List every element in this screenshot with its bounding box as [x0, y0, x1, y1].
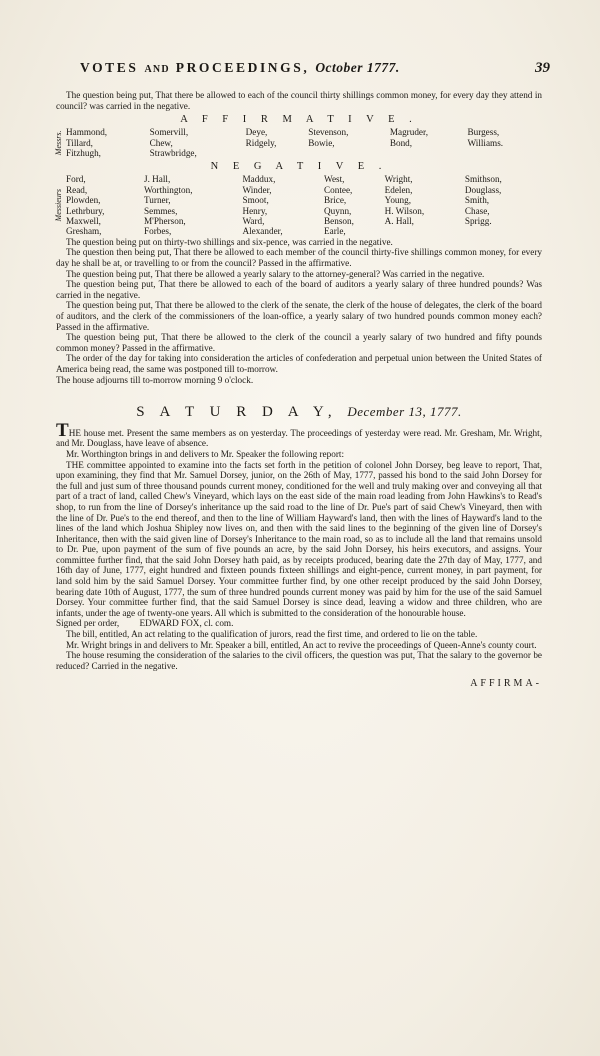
- paragraph: Mr. Worthington brings in and delivers to Mr. Speaker the following report:: [66, 448, 344, 459]
- catchword: AFFIRMA-: [470, 678, 542, 690]
- negative-roll: [56, 174, 542, 236]
- member-name: Bowie,: [308, 137, 335, 148]
- member-name: Turner,: [144, 195, 171, 206]
- roll-row: [66, 148, 540, 158]
- header-votes: VOTES: [80, 60, 139, 75]
- roll-side-label: Messieurs: [54, 189, 63, 222]
- paragraph: The order of the day for taking into consideration the articles of confederation and perpetual union between the United States of America being read, the same was postponed till to-morrow.: [56, 353, 542, 374]
- running-header: [80, 60, 550, 76]
- member-name: Bond,: [389, 137, 413, 148]
- member-name: J. Hall,: [144, 174, 171, 185]
- header-date: October 1777.: [315, 60, 400, 75]
- member-name: Smithson,: [464, 174, 502, 185]
- paragraph: The house resuming the consideration of the salaries to the civil officers, the question was put, That the salary to the governor be reduced? Carried in the negative.: [56, 650, 542, 671]
- member-name: Alexander,: [242, 226, 283, 237]
- member-name: Smith,: [464, 195, 490, 206]
- roll-row: [66, 226, 540, 236]
- roll-row: [66, 174, 540, 184]
- signed-label: Signed per order,: [56, 618, 120, 629]
- member-name: Chew,: [149, 137, 173, 148]
- member-name: Stevenson,: [308, 127, 349, 138]
- member-name: Maddux,: [242, 174, 276, 185]
- member-name: Lethrbury,: [66, 205, 105, 216]
- member-name: Quynn,: [324, 205, 352, 216]
- member-name: Forbes,: [144, 226, 172, 237]
- day-heading: [56, 404, 542, 421]
- member-name: Young,: [384, 195, 412, 206]
- page-body: [56, 90, 542, 690]
- member-name: Semmes,: [144, 205, 178, 216]
- member-name: Plowden,: [66, 195, 101, 206]
- member-name: Strawbridge,: [149, 148, 197, 158]
- adjournment-line: The house adjourns till to-morrow morning 9 o'clock.: [56, 374, 254, 385]
- member-name: Winder,: [242, 184, 272, 195]
- member-name: Henry,: [242, 205, 268, 216]
- member-name: Magruder,: [389, 127, 428, 138]
- paragraph: Mr. Wright brings in and delivers to Mr. Speaker a bill, entitled, An act to revive the proceedings of Queen-Anne's county court.: [66, 639, 537, 650]
- paragraph: The question being put, That there be allowed to the clerk of the senate, the clerk of the house of delegates, the clerk of the board of auditors, and the clerk of the commissioners of the loan-office, a yearly salary of two hundred pounds common money each? Passed in the affirmative.: [56, 300, 542, 332]
- paragraph-text: HE house met. Present the same members as on yesterday. The proceedings of yesterday were read. Mr. Gresham, Mr. Wright, and Mr. Douglass, have leave of absence.: [56, 427, 542, 449]
- member-name: Somervill,: [149, 127, 189, 138]
- member-name: [385, 226, 465, 236]
- member-name: Chase,: [464, 205, 490, 216]
- roll-row: [66, 127, 540, 137]
- member-name: Williams.: [467, 137, 504, 148]
- member-name: [246, 148, 309, 158]
- member-name: M'Pherson,: [144, 216, 186, 227]
- paragraph: The question being put, That there be allowed to each of the council thirty shillings common money, for every day they attend in council? was carried in the negative.: [56, 90, 542, 111]
- member-name: Douglass,: [464, 184, 502, 195]
- page-number: 39: [535, 60, 550, 76]
- paragraph: The question being put, That there be allowed to each of the board of auditors a yearly salary of three hundred pounds? Was carried in the negative.: [56, 279, 542, 300]
- member-name: [390, 148, 468, 158]
- affirmative-table: [66, 127, 540, 158]
- member-name: Gresham,: [66, 226, 102, 237]
- paragraph: The question being put on thirty-two shillings and six-pence, was carried in the negative.: [66, 236, 393, 247]
- negative-heading: N E G A T I V E .: [210, 161, 388, 173]
- committee-report: THE committee appointed to examine into the facts set forth in the petition of colonel John Dorsey, beg leave to report, That, upon examining, they find that Mr. Samuel Dorsey, junior, on the 26th of May, 1777, passed his bond to the said John Dorsey for the full and just sum of three thousand pounds current money, conditioned for the well and truly making over and conveying all that part of a tract of land, called Chew's Vineyard, which lays on the east side of the main road leading from John Hawkins's to Read's shop, to run from the line of Dorsey's inheritance up the said road to the line of Dr. Pue's part of said Chew's Vineyard, then with the line of Dr. Pue's to the end thereof, and then to the line of William Hayward's land, then with the lines of Hayward's land to the lines of the land which Joshua Shipley now lives on, and then with the said lines to the beginning of the given line of Dorsey's Inheritance, then with the said given line of Dorsey's Inheritance to the main road, so as to include all the land that remains unsold to Dr. Pue, upon payment of the sum of five pounds an acre, by the said John Dorsey, his heirs executors, and assigns. Your committee further find, that the said John Dorsey hath paid, as by receipts produced, bearing date the 27th day of May, 1777, and 16th day of June, 1777, eight hundred and fixteen pounds fixteen shillings and eight-pence, current money, in part payment, for land sold him by the said Samuel Dorsey. Your committee further find, by one other receipt produced by the said John Dorsey, bearing date 10th of August, 1777, the sum of three hundred pounds current money was paid by him for the use of the said Samuel Dorsey. Your committee further find, that the said Samuel Dorsey is since dead, leaving a widow and three children, who are infants, under the age of twenty-one years. All which is submitted to the consideration of the honourable house.: [56, 459, 542, 618]
- member-name: West,: [324, 174, 345, 185]
- member-name: Worthington,: [144, 184, 193, 195]
- member-name: Ridgely,: [245, 137, 277, 148]
- member-name: Edelen,: [384, 184, 413, 195]
- day-name: S A T U R D A Y,: [136, 404, 338, 421]
- member-name: Fitzhugh,: [66, 148, 101, 158]
- header-and: AND: [144, 64, 170, 75]
- roll-row: [66, 206, 540, 216]
- member-name: Deye,: [245, 127, 268, 138]
- member-name: [308, 148, 390, 158]
- member-name: Read,: [66, 184, 88, 195]
- paragraph: The question then being put, That there be allowed to each member of the council thirty-five shillings common money, for every day he shall be at, or travelling to or from the council? Passed in the affirmative.: [56, 247, 542, 269]
- member-name: Burgess,: [467, 127, 500, 138]
- member-name: Ward,: [242, 216, 265, 227]
- member-name: Tillard,: [66, 137, 93, 148]
- signer-name: EDWARD FOX, cl. com.: [139, 618, 234, 629]
- member-name: Ford,: [66, 174, 86, 185]
- roll-row: [66, 185, 540, 195]
- paragraph: The question being put, That there be allowed a yearly salary to the attorney-general? Was carried in the negative.: [66, 268, 485, 279]
- roll-row: [66, 138, 540, 148]
- paragraph: [56, 419, 542, 449]
- member-name: H. Wilson,: [384, 205, 425, 216]
- member-name: [467, 148, 540, 158]
- affirmative-heading: A F F I R M A T I V E .: [180, 114, 418, 126]
- member-name: Smoot,: [242, 195, 269, 206]
- member-name: Contee,: [324, 184, 353, 195]
- roll-row: [66, 216, 540, 226]
- affirmative-roll: [56, 127, 542, 158]
- member-name: [465, 226, 540, 236]
- roll-side-label: Messrs.: [54, 130, 63, 156]
- member-name: Maxwell,: [66, 216, 101, 227]
- member-name: Hammond,: [66, 127, 108, 138]
- roll-row: [66, 195, 540, 205]
- member-name: Benson,: [324, 216, 354, 227]
- negative-table: [66, 174, 540, 236]
- member-name: Earle,: [324, 226, 346, 237]
- paragraph: The bill, entitled, An act relating to the qualification of jurors, read the first time, and ordered to lie on the table.: [66, 629, 478, 640]
- header-proceedings: PROCEEDINGS,: [175, 60, 310, 75]
- member-name: Wright,: [384, 174, 413, 185]
- drop-initial: T: [56, 419, 69, 441]
- signature-line: [56, 618, 542, 629]
- member-name: Sprigg.: [464, 216, 492, 227]
- day-date: December 13, 1777.: [347, 404, 462, 420]
- member-name: Brice,: [324, 195, 347, 206]
- member-name: A. Hall,: [384, 216, 414, 227]
- paragraph: The question being put, That there be allowed to the clerk of the council a yearly salary of two hundred and fifty pounds common money? Passed in the affirmative.: [56, 332, 542, 353]
